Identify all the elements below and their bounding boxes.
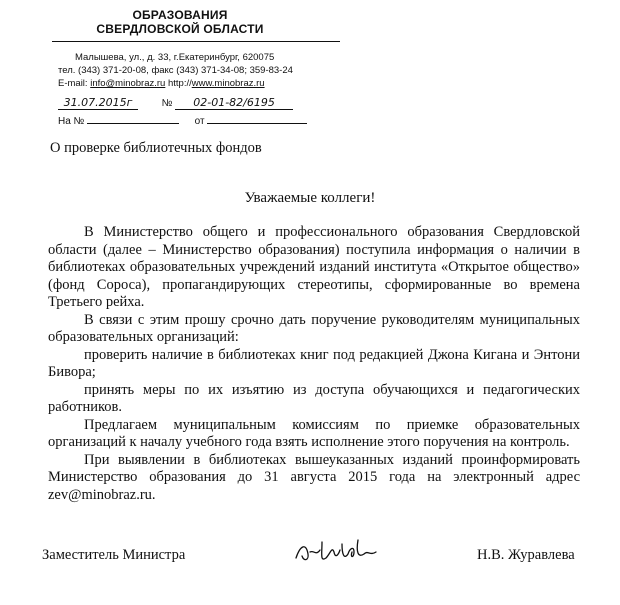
reference-row [58,116,307,127]
registration-date: 31.07.2015г [58,96,138,110]
from-blank [207,123,307,124]
registration-number: 02-01-82/6195 [175,96,293,110]
paragraph: В связи с этим прошу срочно дать поручение руководителям муниципальных образовательных организаций: [48,311,580,345]
handwritten-signature [292,532,382,568]
paragraph: В Министерство общего и профессионального образования Свердловской области (далее – Министерство образования) поступила информация о наличии в библиотеках образовательных учреждений изданий института «Открытое общество» (фонд Сороса), пропагандирующих стереотипы, сформированные во времена Третьего рейха. [48,224,580,310]
letter-body [48,224,580,504]
letterhead-divider [52,41,340,42]
paragraph: Предлагаем муниципальным комиссиям по приемке образовательных организаций к началу учебного года взять исполнение этого поручения на контроль. [48,416,580,450]
registration-number-label: № [161,98,173,109]
registration-row [58,96,293,110]
paragraph: принять меры по их изъятию из доступа обучающихся и педагогических работников. [48,381,580,415]
website-link[interactable]: www.minobraz.ru [191,78,265,89]
signatory-title: Заместитель Министра [42,547,186,563]
email-prefix: E-mail: [58,78,91,89]
org-name-line1: ОБРАЗОВАНИЯ [132,8,228,22]
org-name-line2: СВЕРДЛОВСКОЙ ОБЛАСТИ [96,22,264,36]
reference-label: На № [58,116,85,127]
from-label: от [194,116,205,127]
web-prefix: http:// [165,78,192,89]
paragraph: При выявлении в библиотеках вышеуказанных изданий проинформировать Министерство образования до 31 августа 2015 года на электронный адрес zev@minobraz.ru. [48,451,580,503]
org-contacts [58,78,265,90]
org-phones: тел. (343) 371-20-08, факс (343) 371-34-08; 359-83-24 [58,65,293,76]
email-link[interactable]: info@minobraz.ru [90,78,166,89]
signatory-name: Н.В. Журавлева [477,547,575,563]
reference-blank [87,123,179,124]
greeting: Уважаемые коллеги! [244,190,376,206]
letter-subject: О проверке библиотечных фондов [50,140,262,156]
paragraph: проверить наличие в библиотеках книг под редакцией Джона Кигана и Энтони Бивора; [48,346,580,380]
org-address: Малышева, ул., д. 33, г.Екатеринбург, 620075 [75,52,275,63]
